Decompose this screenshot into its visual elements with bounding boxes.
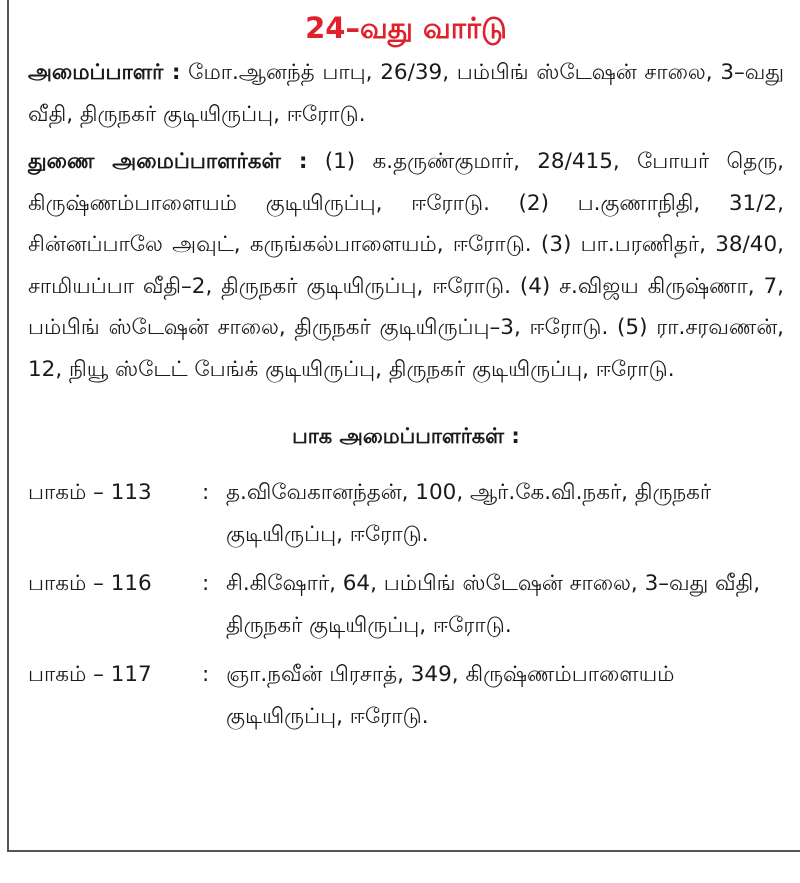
deputy-organizers-details: (1) க.தருண்குமார், 28/415, போயர் தெரு, கிருஷ்ணம்பாளையம் குடியிருப்பு, ஈரோடு. (2) ப.குணாநிதி, 31/2, சின்னப்பாலே அவுட், கருங்கல்பாளையம், ஈரோடு. (3) பா.பரணிதர், 38/40, சாமியப்பா வீதி–2, திருநகர் குடியிருப்பு, ஈரோடு. (4) ச.விஜய கிருஷ்ணா, 7, பம்பிங் ஸ்டேஷன் சாலை, திருநகர் குடியிருப்பு–3, ஈரோடு. (5) ரா.சரவணன், 12, நியூ ஸ்டேட் பேங்க் குடியிருப்பு, திருநகர் குடியிருப்பு, ஈரோடு.: [28, 149, 784, 382]
organizer-label: அமைப்பாளர் :: [28, 60, 181, 85]
booth-colon: :: [202, 480, 210, 505]
ward-article: [28, 8, 784, 745]
booth-label: பாகம் – 116: [28, 571, 152, 596]
booth-details: த.விவேகானந்தன், 100, ஆர்.கே.வி.நகர், திருநகர் குடியிருப்பு, ஈரோடு.: [226, 480, 712, 547]
deputy-organizers-paragraph: [28, 141, 784, 390]
organizer-paragraph: [28, 52, 784, 135]
booth-details: சி.கிஷோர், 64, பம்பிங் ஸ்டேஷன் சாலை, 3–வது வீதி, திருநகர் குடியிருப்பு, ஈரோடு.: [226, 571, 761, 638]
booth-entry: [28, 472, 784, 555]
deputy-organizers-label: துணை அமைப்பாளர்கள் :: [28, 149, 308, 174]
ward-title: 24–வது வார்டு: [305, 11, 507, 45]
booth-organizers-heading: பாக அமைப்பாளர்கள் :: [292, 424, 520, 448]
booth-label: பாகம் – 113: [28, 480, 152, 505]
booth-entry: [28, 563, 784, 646]
booth-colon: :: [202, 571, 210, 596]
organizer-details: மோ.ஆனந்த் பாபு, 26/39, பம்பிங் ஸ்டேஷன் சாலை, 3–வது வீதி, திருநகர் குடியிருப்பு, ஈரோடு.: [28, 60, 784, 127]
booth-entry: [28, 654, 784, 737]
booth-colon: :: [202, 662, 210, 687]
booth-label: பாகம் – 117: [28, 662, 152, 687]
booth-details: ஞா.நவீன் பிரசாத், 349, கிருஷ்ணம்பாளையம் குடியிருப்பு, ஈரோடு.: [226, 662, 675, 729]
